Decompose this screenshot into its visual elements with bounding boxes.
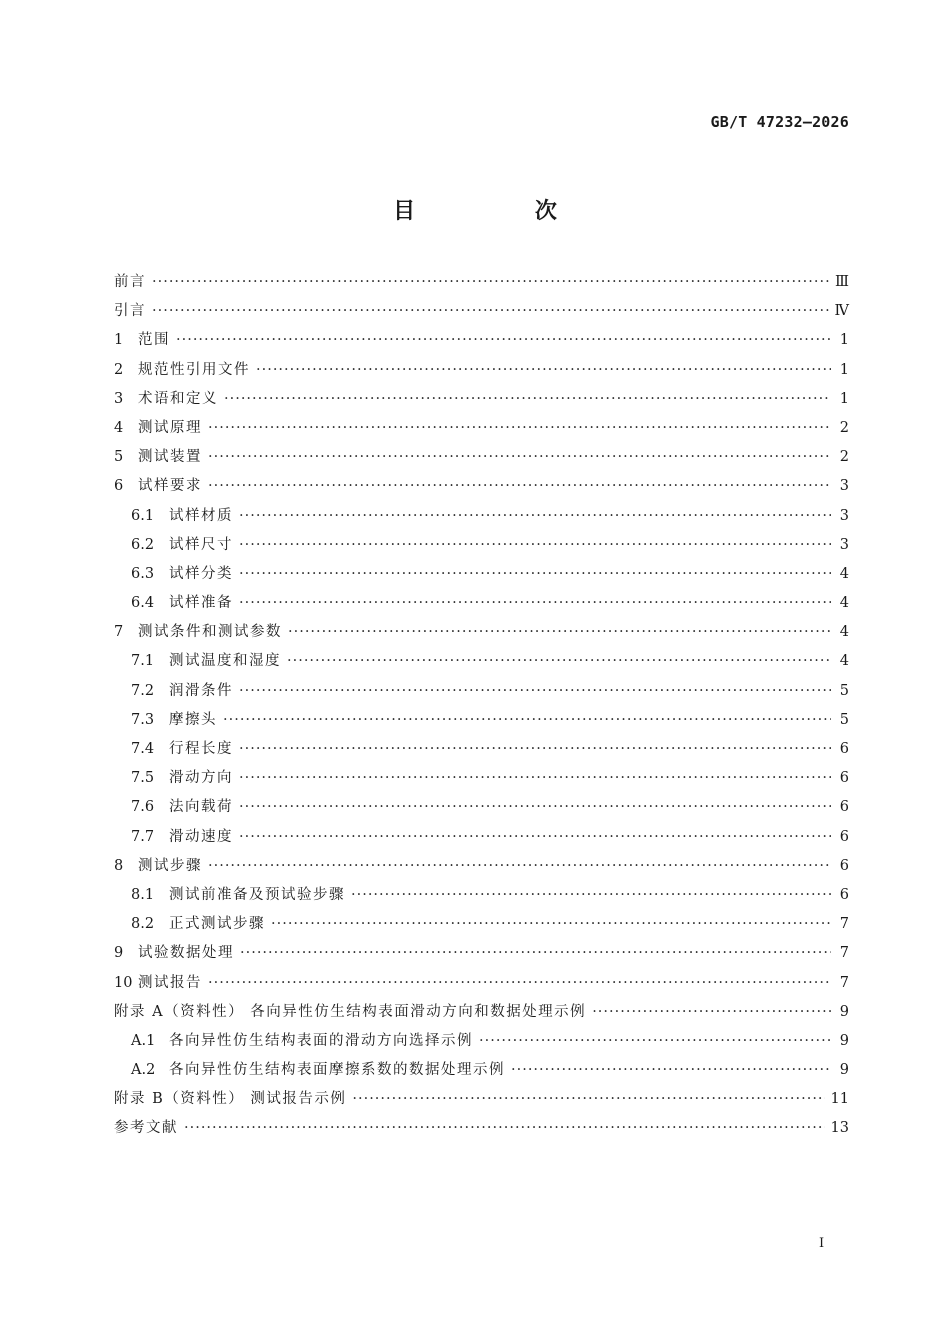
toc-entry-number: 6.4 [131,595,155,612]
toc-entry[interactable] [114,679,849,708]
toc-entry[interactable] [114,620,849,649]
toc-entry[interactable] [114,971,849,1000]
toc-entry-number: 7.4 [131,741,155,757]
toc-dot-leader [239,595,831,611]
toc-dot-leader [208,420,831,436]
toc-entry-number: 7.6 [131,799,155,816]
toc-entry-page: 4 [839,624,849,641]
toc-entry-title: 测试条件和测试参数 [138,624,282,641]
toc-entry-title: 测试温度和湿度 [169,653,281,670]
toc-dot-leader [239,508,831,524]
toc-entry-page: 4 [839,653,849,670]
toc-entry-page: 6 [839,828,849,845]
toc-entry-number: 6.1 [131,507,155,524]
toc-entry[interactable] [114,883,849,912]
toc-entry-number: 7.5 [131,770,155,787]
toc-entry[interactable] [114,1116,849,1145]
toc-entry-page: 7 [839,945,849,962]
toc-entry[interactable] [114,941,849,970]
toc-entry[interactable] [114,591,849,620]
toc-entry[interactable] [114,562,849,591]
toc-dot-leader [511,1062,831,1078]
toc-entry[interactable] [114,854,849,883]
toc-entry-number: 9 [114,945,124,962]
toc-entry-number: 7.3 [131,711,155,728]
toc-entry-number: 6.3 [131,565,155,582]
toc-dot-leader [239,566,831,582]
toc-entry-page: 5 [839,682,849,699]
toc-entry-title: 润滑条件 [169,682,233,699]
toc-dot-leader [351,887,831,903]
toc-dot-leader [479,1033,831,1049]
toc-entry-title: 测试步骤 [138,857,202,874]
toc-entry-page: 2 [839,419,849,436]
toc-entry[interactable] [114,795,849,824]
standard-code: GB/T 47232—2026 [710,113,849,131]
toc-entry-number: A.1 [131,1032,156,1049]
toc-entry-number: 8 [114,857,124,874]
toc-entry[interactable] [114,825,849,854]
toc-dot-leader [223,712,831,728]
toc-entry-title: 试样分类 [169,565,233,582]
toc-entry-number: 5 [114,449,124,466]
toc-dot-leader [352,1091,824,1107]
toc-entry[interactable] [114,270,849,299]
toc-entry-title: 引言 [114,303,146,320]
toc-entry[interactable] [114,912,849,941]
toc-entry-title: 试验数据处理 [138,945,234,962]
toc-entry[interactable] [114,445,849,474]
toc-entry[interactable] [114,416,849,445]
toc-entry-page: 1 [839,361,849,378]
toc-dot-leader [239,683,831,699]
toc-entry-number: 7.1 [131,653,155,670]
toc-entry-title: 试样要求 [138,478,202,495]
toc-entry-page: 3 [839,507,849,524]
toc-entry-number: 2 [114,361,124,378]
toc-dot-leader [208,449,831,465]
toc-entry-page: 6 [839,886,849,903]
toc-dot-leader [208,975,831,991]
toc-entry[interactable] [114,328,849,357]
toc-entry-page: 7 [839,974,849,991]
toc-entry-page: 6 [839,770,849,787]
toc-entry-number: 7.7 [131,828,155,845]
toc-entry[interactable] [114,504,849,533]
toc-entry-title: 附录 A（资料性） 各向异性仿生结构表面滑动方向和数据处理示例 [114,1003,587,1020]
toc-entry-number: 7 [114,624,124,641]
toc-dot-leader [176,332,831,348]
toc-entry-title: 测试前准备及预试验步骤 [169,886,345,903]
toc-entry-title: 测试装置 [138,449,202,466]
table-of-contents [114,270,849,1146]
toc-entry-number: 10 [114,974,133,991]
toc-entry-page: 7 [839,916,849,933]
toc-entry-title: 行程长度 [169,741,233,757]
toc-entry-title: 前言 [114,274,146,290]
toc-dot-leader [256,362,831,378]
toc-dot-leader [239,537,831,553]
toc-dot-leader [239,799,831,815]
toc-dot-leader [239,770,831,786]
toc-entry[interactable] [114,387,849,416]
toc-entry-title: 试样尺寸 [169,536,233,553]
toc-dot-leader [184,1120,825,1136]
toc-entry-title: 滑动速度 [169,828,233,845]
toc-entry-title: 正式测试步骤 [169,916,265,933]
toc-entry-title: 参考文献 [114,1120,178,1137]
toc-entry-title: 测试原理 [138,419,202,436]
toc-entry-page: 3 [839,478,849,495]
toc-entry-page: 11 [830,1091,849,1108]
toc-entry-number: 8.1 [131,886,155,903]
toc-dot-leader [224,391,831,407]
toc-entry-page: Ⅳ [834,303,849,320]
toc-entry[interactable] [114,737,849,766]
toc-entry-page: 1 [839,332,849,349]
toc-entry-page: 3 [839,536,849,553]
toc-entry[interactable] [114,299,849,328]
toc-entry-page: 5 [839,711,849,728]
toc-entry-number: 8.2 [131,916,155,933]
toc-entry[interactable] [114,708,849,737]
toc-entry-title: 范围 [138,332,170,349]
toc-dot-leader [152,274,829,290]
toc-dot-leader [287,653,831,669]
toc-entry[interactable] [114,649,849,678]
toc-dot-leader [288,624,831,640]
toc-entry-number: A.2 [131,1062,156,1079]
toc-dot-leader [239,829,831,845]
toc-entry-title: 摩擦头 [169,711,217,728]
toc-entry-number: 6.2 [131,536,155,553]
toc-entry-page: Ⅲ [835,274,849,290]
toc-dot-leader [240,945,831,961]
toc-entry[interactable] [114,533,849,562]
toc-entry-number: 6 [114,478,124,495]
toc-entry-title: 各向异性仿生结构表面摩擦系数的数据处理示例 [169,1062,505,1079]
toc-entry[interactable] [114,1087,849,1116]
toc-entry-page: 1 [839,390,849,407]
page-number: I [819,1236,825,1251]
toc-entry-title: 附录 B（资料性） 测试报告示例 [114,1091,347,1108]
toc-entry-title: 滑动方向 [169,770,233,787]
toc-entry-page: 4 [839,565,849,582]
toc-entry-page: 6 [839,857,849,874]
toc-entry-title: 法向载荷 [169,799,233,816]
toc-entry-title: 规范性引用文件 [138,361,250,378]
toc-entry-page: 6 [839,741,849,757]
toc-entry-page: 9 [839,1062,849,1079]
toc-dot-leader [208,858,831,874]
toc-entry-number: 1 [114,332,124,349]
toc-entry-number: 3 [114,390,124,407]
toc-dot-leader [592,1004,831,1020]
toc-entry[interactable] [114,358,849,387]
toc-dot-leader [239,741,831,757]
toc-entry[interactable] [114,1058,849,1087]
toc-entry-number: 4 [114,419,124,436]
toc-dot-leader [208,478,831,494]
toc-entry[interactable] [114,1029,849,1058]
toc-entry-page: 9 [839,1032,849,1049]
toc-entry-page: 2 [839,449,849,466]
page-title: 目 次 [393,199,613,224]
toc-dot-leader [152,303,829,319]
toc-entry-page: 13 [830,1120,849,1137]
toc-entry[interactable] [114,1000,849,1029]
toc-entry-number: 7.2 [131,682,155,699]
toc-entry-title: 试样准备 [169,595,233,612]
toc-entry-title: 试样材质 [169,507,233,524]
toc-entry[interactable] [114,766,849,795]
toc-entry-page: 9 [839,1003,849,1020]
toc-entry-title: 各向异性仿生结构表面的滑动方向选择示例 [169,1032,473,1049]
toc-entry[interactable] [114,474,849,503]
toc-entry-page: 4 [839,595,849,612]
toc-entry-title: 测试报告 [138,974,202,991]
toc-dot-leader [271,916,831,932]
toc-entry-title: 术语和定义 [138,390,218,407]
toc-entry-page: 6 [839,799,849,816]
